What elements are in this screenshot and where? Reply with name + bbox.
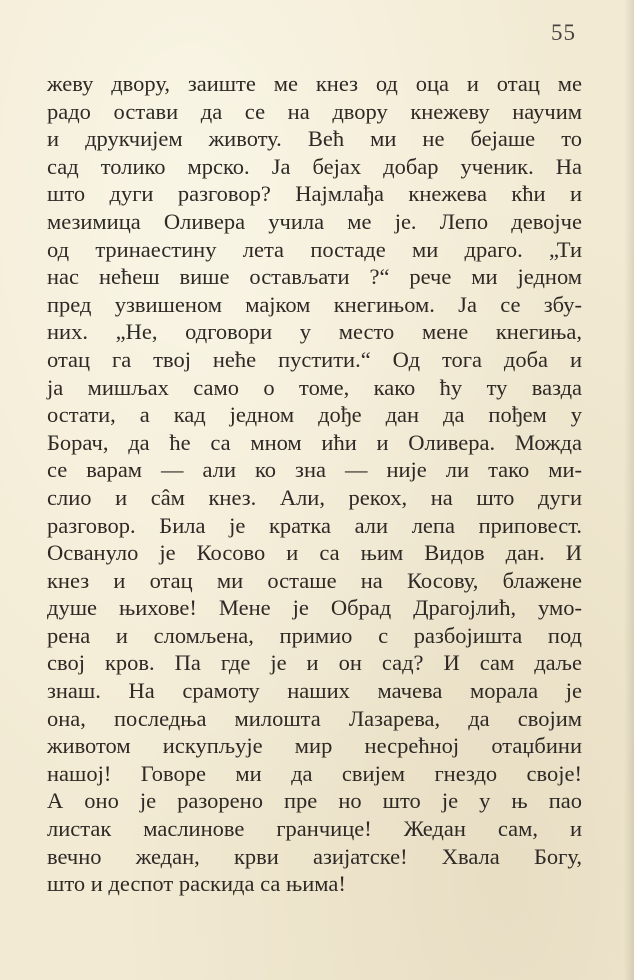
text-line: Борач, да ће са мном ићи и Оливера. Можда [47,429,582,455]
text-line: остати, а кад једном дође дан да пођем у [47,402,582,428]
text-line: и друкчијем животу. Већ ми не бејаше то [47,126,582,152]
text-line: од тринаестину лета постаде ми драго. „Ти [47,236,582,262]
text-line: А оно је разорено пре но што је у њ пао [47,788,582,814]
text-line: отац га твој неће пустити.“ Од тога доба и [47,346,582,372]
page-number: 55 [551,20,576,45]
text-line: мезимица Оливера учила ме је. Лепо девојче [47,208,582,234]
text-line: жеву двору, заиште ме кнез од оца и отац ме [47,71,582,96]
text-line: рена и сломљена, примио с разбојишта под [47,622,582,648]
text-line: нас нећеш више остављати ?“ рече ми једном [47,264,582,290]
text-line: листак маслинове гранчице! Жедан сам, и [47,816,582,842]
text-line: знаш. На срамоту наших мачева морала је [47,678,582,704]
text-line: што дуги разговор? Најмлађа кнежева кћи и [47,181,582,207]
text-line: разговор. Била је кратка али лепа приповест. [47,512,582,538]
text-line: сад толико мрско. Ја бејах добар ученик. На [47,153,582,179]
body-text [47,70,582,898]
page-edge-shadow [624,0,634,980]
text-line: се варам — али ко зна — није ли тако ми- [47,457,582,483]
text-line: што и деспот раскида са њима! [47,871,346,897]
text-line: она, последња милошта Лазарева, да својим [47,705,582,731]
text-line: вечно жедан, крви азијатске! Хвала Богу, [47,843,582,869]
text-line: слио и сâм кнез. Али, рекох, на што дуги [47,484,582,510]
text-line: кнез и отац ми осташе на Косову, блажене [47,567,582,593]
text-line: нашој! Говоре ми да свијем гнездо своје! [47,760,582,786]
text-line: душе њихове! Мене је Обрад Драгојлић, умо- [47,595,582,621]
text-line: Освануло је Косово и са њим Видов дан. И [47,540,582,566]
text-line: них. „Не, одговори у место мене кнегиња, [47,319,582,345]
text-line: радо остави да се на двору кнежеву научим [47,98,582,124]
text-line: ја мишљах само о томе, како ћу ту вазда [47,374,582,400]
text-line: животом искупљује мир несрећној отаџбини [47,733,582,759]
text-line: пред узвишеном мајком кнегињом. Ја се збу- [47,291,582,317]
text-line: свој кров. Па где је и он сад? И сам даље [47,650,582,676]
